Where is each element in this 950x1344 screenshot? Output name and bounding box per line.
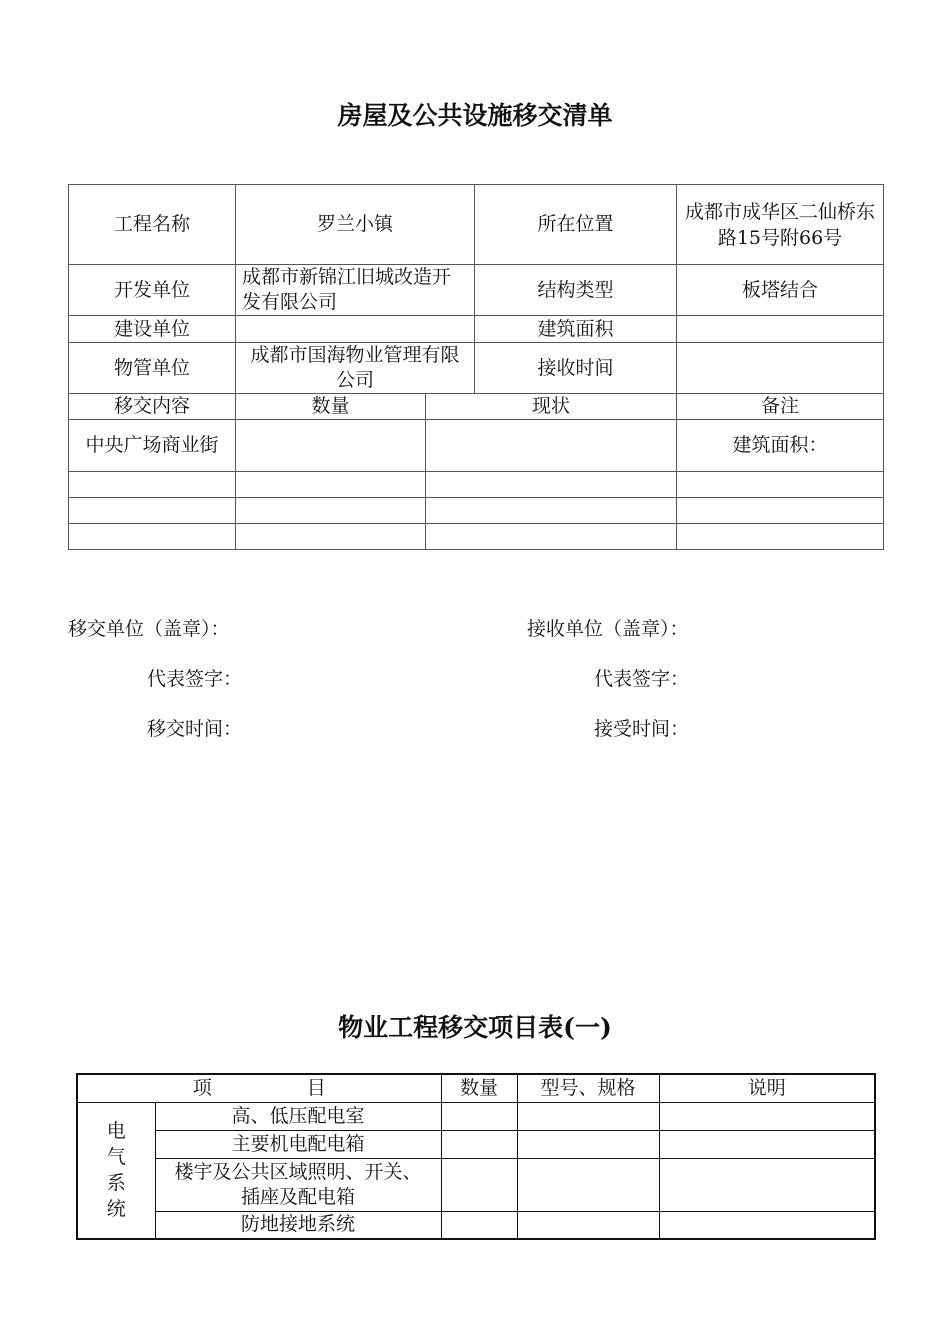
engineering-items-table xyxy=(76,1073,876,1240)
col-header-note: 备注 xyxy=(677,394,884,420)
header-item: 项 目 xyxy=(77,1074,441,1102)
rep-sign-left-label: 代表签字： xyxy=(147,668,243,690)
location-label: 所在位置 xyxy=(475,185,677,265)
project-label: 工程名称 xyxy=(69,185,236,265)
row-item: 主要机电配电箱 xyxy=(155,1130,441,1158)
row-item: 防地接地系统 xyxy=(155,1211,441,1239)
item-note: 建筑面积： xyxy=(677,420,884,472)
row-item: 高、低压配电室 xyxy=(155,1102,441,1130)
project-value: 罗兰小镇 xyxy=(236,185,475,265)
empty-row xyxy=(69,472,884,498)
structure-value: 板塔结合 xyxy=(677,265,884,316)
category-electrical: 电 气 系 统 xyxy=(77,1102,155,1239)
header-qty: 数量 xyxy=(441,1074,517,1102)
empty-row xyxy=(69,524,884,550)
header-desc: 说明 xyxy=(659,1074,875,1102)
row-item: 楼宇及公共区域照明、开关、插座及配电箱 xyxy=(155,1158,441,1211)
developer-label: 开发单位 xyxy=(69,265,236,316)
builder-label: 建设单位 xyxy=(69,316,236,343)
location-value: 成都市成华区二仙桥东路15号附66号 xyxy=(677,185,884,265)
item-qty xyxy=(236,420,426,472)
transfer-unit-label: 移交单位（盖章）： xyxy=(68,618,230,640)
col-header-content: 移交内容 xyxy=(69,394,236,420)
property-label: 物管单位 xyxy=(69,343,236,394)
rep-sign-right-label: 代表签字： xyxy=(594,668,690,690)
col-header-qty: 数量 xyxy=(236,394,426,420)
transfer-time-label: 移交时间： xyxy=(147,718,243,740)
section-title: 物业工程移交项目表(一) xyxy=(338,1013,612,1042)
receive-time-sign-label: 接受时间： xyxy=(594,718,690,740)
transfer-list-table xyxy=(68,184,884,550)
item-name: 中央广场商业街 xyxy=(69,420,236,472)
receive-time-label: 接收时间 xyxy=(475,343,677,394)
structure-label: 结构类型 xyxy=(475,265,677,316)
receive-time-value xyxy=(677,343,884,394)
receive-unit-label: 接收单位（盖章）： xyxy=(527,618,689,640)
property-value: 成都市国海物业管理有限公司 xyxy=(236,343,475,394)
area-label: 建筑面积 xyxy=(475,316,677,343)
page-title: 房屋及公共设施移交清单 xyxy=(337,101,613,130)
developer-value: 成都市新锦江旧城改造开发有限公司 xyxy=(236,265,475,316)
col-header-status: 现状 xyxy=(426,394,677,420)
empty-row xyxy=(69,498,884,524)
builder-value xyxy=(236,316,475,343)
area-value xyxy=(677,316,884,343)
header-model: 型号、规格 xyxy=(517,1074,659,1102)
item-status xyxy=(426,420,677,472)
